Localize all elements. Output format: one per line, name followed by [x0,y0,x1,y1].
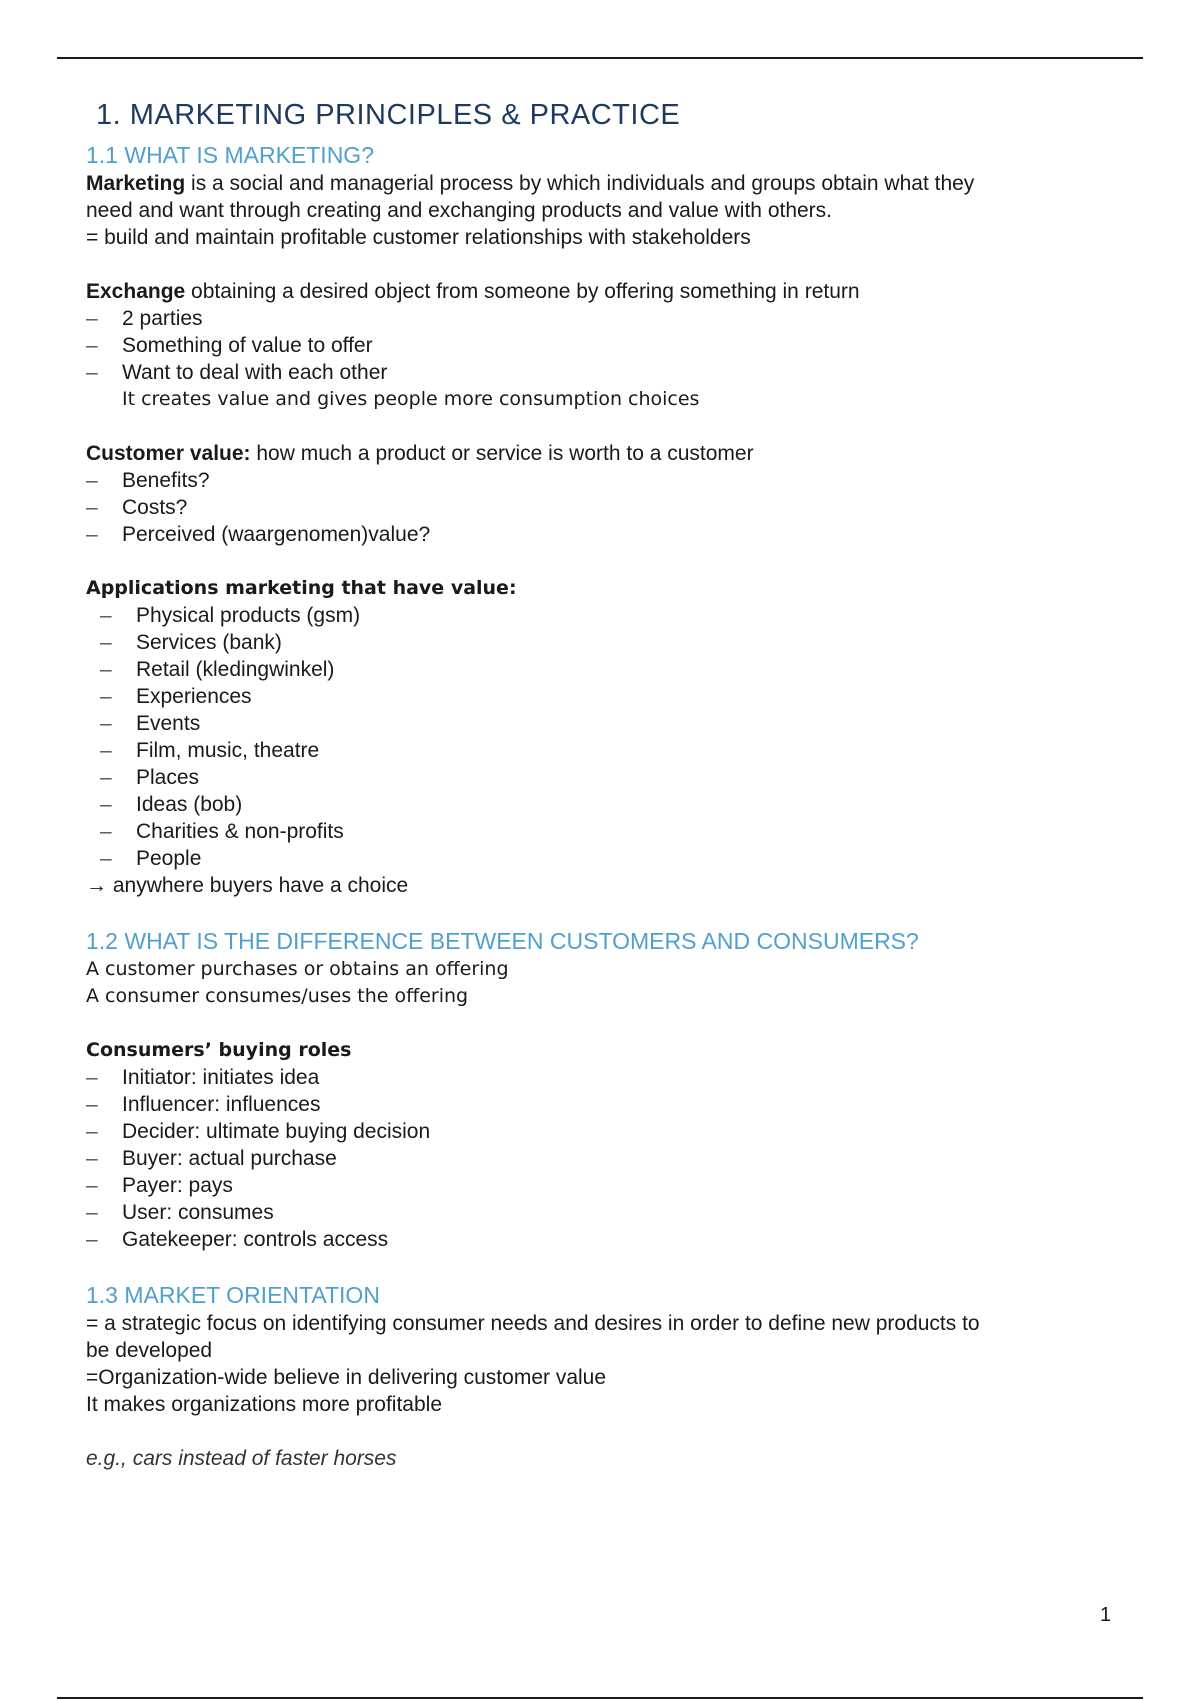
customer-value-definition [86,440,1126,467]
list-item: – Initiator: initiates idea [86,1064,1126,1091]
list-item: – Film, music, theatre [86,737,1126,764]
exchange-note: It creates value and gives people more consumption choices [122,388,700,410]
marketing-term: Marketing [86,172,186,195]
market-orientation-example: e.g., cars instead of faster horses [86,1447,397,1470]
marketing-definition-text: is a social and managerial process by which individuals and groups obtain what they [185,172,975,195]
customer-value-text: how much a product or service is worth to a customer [250,442,754,465]
list-item: – Perceived (waargenomen)value? [86,521,1126,548]
section-heading-1-3: 1.3 MARKET ORIENTATION [86,1282,380,1308]
buying-roles-heading: Consumers’ buying roles [86,1039,352,1061]
list-item: – 2 parties [86,305,1126,332]
page-number: 1 [1100,1604,1112,1626]
list-item: – Decider: ultimate buying decision [86,1118,1126,1145]
marketing-equation: = build and maintain profitable customer relationships with stakeholders [86,226,751,249]
list-item: – Payer: pays [86,1172,1126,1199]
list-item: – Physical products (gsm) [86,602,1126,629]
market-orientation-line-3: =Organization-wide believe in delivering customer value [86,1366,607,1389]
list-item: – Gatekeeper: controls access [86,1226,1126,1253]
list-item: – Experiences [86,683,1126,710]
bottom-rule [57,1697,1143,1699]
applications-list [86,602,1126,872]
list-item: – Ideas (bob) [86,791,1126,818]
marketing-definition-cont: need and want through creating and exchanging products and value with others. [86,199,833,222]
consumer-line: A consumer consumes/uses the offering [86,985,469,1007]
list-item: – Services (bank) [86,629,1126,656]
document-page [86,96,1126,1472]
exchange-list [86,305,1126,386]
top-rule [57,57,1143,59]
applications-note: → anywhere buyers have a choice [86,874,409,897]
list-item: – Places [86,764,1126,791]
buying-roles-list [86,1064,1126,1253]
list-item: – Buyer: actual purchase [86,1145,1126,1172]
marketing-definition [86,170,1126,197]
exchange-definition [86,278,1126,305]
list-item: – Want to deal with each other [86,359,1126,386]
market-orientation-line-4: It makes organizations more profitable [86,1393,443,1416]
list-item: – Something of value to offer [86,332,1126,359]
section-heading-1-1: 1.1 WHAT IS MARKETING? [86,142,374,168]
list-item: – Retail (kledingwinkel) [86,656,1126,683]
customer-value-list [86,467,1126,548]
customer-line: A customer purchases or obtains an offering [86,958,509,980]
exchange-definition-text: obtaining a desired object from someone by offering something in return [185,280,860,303]
exchange-term: Exchange [86,280,186,303]
list-item: – People [86,845,1126,872]
list-item: – Benefits? [86,467,1126,494]
list-item: – User: consumes [86,1199,1126,1226]
applications-heading: Applications marketing that have value: [86,577,517,599]
market-orientation-line-2: be developed [86,1339,213,1362]
list-item: – Costs? [86,494,1126,521]
section-heading-1-2: 1.2 WHAT IS THE DIFFERENCE BETWEEN CUSTOMERS AND CONSUMERS? [86,928,919,954]
list-item: – Influencer: influences [86,1091,1126,1118]
list-item: – Events [86,710,1126,737]
page-title: 1. MARKETING PRINCIPLES & PRACTICE [96,99,681,131]
market-orientation-line-1: = a strategic focus on identifying consumer needs and desires in order to define new products to [86,1312,980,1335]
customer-value-term: Customer value: [86,442,251,465]
list-item: – Charities & non-profits [86,818,1126,845]
